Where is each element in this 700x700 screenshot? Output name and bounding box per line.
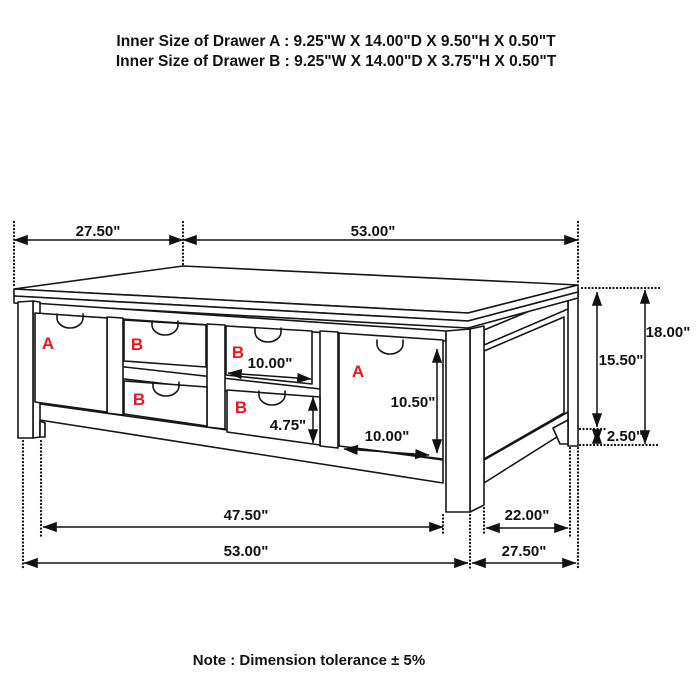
dim-right-upper-height (597, 292, 643, 427)
dim-bottom-depth (472, 543, 576, 563)
drawer-label-b-top-right: B (231, 343, 245, 362)
front-stile-3 (320, 331, 338, 448)
dim-label: 4.75" (269, 417, 307, 434)
drawer-b-spec-text: Inner Size of Drawer B : 9.25"W X 14.00"D X 3.75"H X 0.50"T (115, 53, 557, 70)
dim-label: 27.50" (501, 543, 547, 560)
tolerance-note: Note : Dimension tolerance ± 5% (192, 652, 426, 669)
dim-label: 10.00" (364, 428, 410, 445)
front-right-leg (446, 329, 470, 512)
dim-label: 53.00" (223, 543, 269, 560)
dim-right-leg-clearance (597, 428, 643, 445)
drawer-label-b-bottom-right: B (234, 398, 248, 417)
drawer-a-spec-text: Inner Size of Drawer A : 9.25"W X 14.00"D X 9.50"H X 0.50"T (116, 33, 556, 50)
dim-label: 47.50" (223, 507, 269, 524)
dim-label: 18.00" (645, 324, 691, 341)
back-right-leg (568, 289, 578, 446)
dim-label: 27.50" (75, 223, 121, 240)
table-drawing (14, 266, 578, 512)
front-right-leg-side (470, 326, 484, 512)
dim-right-total-height (645, 290, 690, 444)
drawer-label-a-right: A (351, 362, 365, 381)
dim-bottom-leg-span (486, 507, 568, 528)
dim-label: 10.00" (247, 355, 293, 372)
drawer-label-a-left: A (41, 334, 55, 353)
front-left-leg (18, 301, 33, 438)
dim-label: 2.50" (606, 428, 644, 445)
front-stile-1 (107, 317, 123, 415)
dim-label: 10.50" (390, 394, 436, 411)
dim-bottom-drawer-span (43, 507, 443, 527)
front-stile-2 (207, 324, 225, 429)
dim-label: 15.50" (598, 352, 644, 369)
dim-label: 53.00" (350, 223, 396, 240)
dim-bottom-width (24, 543, 468, 563)
drawer-label-b-top-left: B (130, 335, 144, 354)
dim-top-width (183, 223, 578, 240)
dim-label: 22.00" (504, 507, 550, 524)
front-left-foot (40, 421, 45, 437)
drawer-label-b-bottom-left: B (132, 390, 146, 409)
dim-top-depth (14, 223, 183, 240)
